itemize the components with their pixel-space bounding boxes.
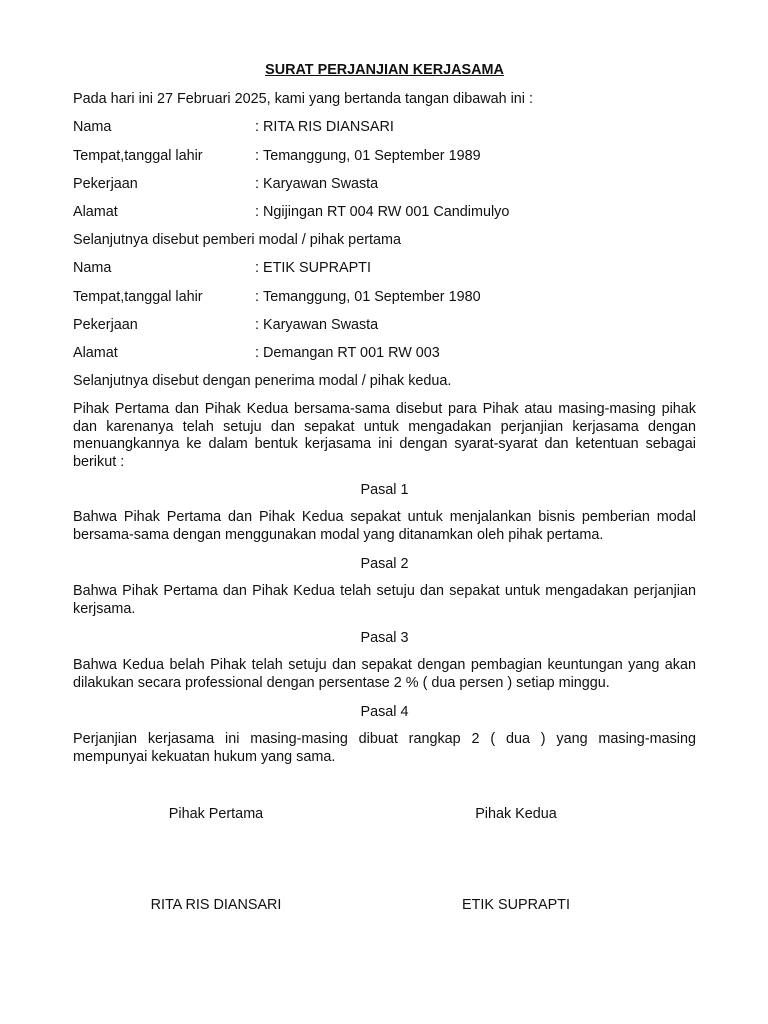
- party2-job-separator: :: [255, 317, 259, 333]
- document-page: [73, 0, 696, 1024]
- article-3-heading: Pasal 3: [360, 630, 409, 646]
- party1-job-label: Pekerjaan: [73, 176, 138, 192]
- article-2-text: Bahwa Pihak Pertama dan Pihak Kedua telah setuju dan sepakat untuk mengadakan perjanjian kerjsama.: [73, 583, 696, 617]
- party1-name-separator: :: [255, 119, 259, 135]
- article-2-heading: Pasal 2: [360, 556, 409, 572]
- party1-job-value: Karyawan Swasta: [263, 176, 379, 192]
- document-title: SURAT PERJANJIAN KERJASAMA: [265, 62, 504, 78]
- party2-designation: Selanjutnya disebut dengan penerima modal / pihak kedua.: [73, 373, 452, 389]
- article-3-text: Bahwa Kedua belah Pihak telah setuju dan sepakat dengan pembagian keuntungan yang akan dilakukan secara professional dengan persentase 2 % ( dua persen ) setiap minggu.: [73, 657, 696, 691]
- party1-birth-separator: :: [255, 148, 259, 164]
- signature-label-second-party: Pihak Kedua: [475, 806, 557, 822]
- party2-name-value: ETIK SUPRAPTI: [263, 260, 371, 276]
- party1-birth-value: Temanggung, 01 September 1989: [263, 148, 481, 164]
- party2-birth-value: Temanggung, 01 September 1980: [263, 289, 481, 305]
- party1-name-label: Nama: [73, 119, 112, 135]
- signature-label-first-party: Pihak Pertama: [168, 806, 264, 822]
- party1-address-separator: :: [255, 204, 259, 220]
- party2-job-value: Karyawan Swasta: [263, 317, 379, 333]
- party1-address-value: Ngijingan RT 004 RW 001 Candimulyo: [263, 204, 510, 220]
- party1-address-label: Alamat: [73, 204, 118, 220]
- party2-name-label: Nama: [73, 260, 112, 276]
- party2-address-label: Alamat: [73, 345, 118, 361]
- party2-birth-label: Tempat,tanggal lahir: [73, 289, 203, 305]
- party1-birth-label: Tempat,tanggal lahir: [73, 148, 203, 164]
- article-1-heading: Pasal 1: [360, 482, 409, 498]
- article-4-heading: Pasal 4: [360, 704, 409, 720]
- article-4-text: Perjanjian kerjasama ini masing-masing dibuat rangkap 2 ( dua ) yang masing-masing mempunyai kekuatan hukum yang sama.: [73, 731, 696, 765]
- article-1-text: Bahwa Pihak Pertama dan Pihak Kedua sepakat untuk menjalankan bisnis pemberian modal bersama-sama dengan menggunakan modal yang ditanamkan oleh pihak pertama.: [73, 509, 696, 543]
- party2-address-value: Demangan RT 001 RW 003: [263, 345, 440, 361]
- party2-job-label: Pekerjaan: [73, 317, 138, 333]
- preamble-paragraph: Pihak Pertama dan Pihak Kedua bersama-sama disebut para Pihak atau masing-masing pihak dan karenanya telah setuju dan sepakat untuk mengadakan perjanjian kerjasama dengan menuangkannya ke dalam bentuk kerjasama ini dengan syarat-syarat dan ketentuan sebagai berikut :: [73, 401, 696, 470]
- party1-name-value: RITA RIS DIANSARI: [263, 119, 394, 135]
- party2-address-separator: :: [255, 345, 259, 361]
- party2-birth-separator: :: [255, 289, 259, 305]
- intro-line: Pada hari ini 27 Februari 2025, kami yang bertanda tangan dibawah ini :: [73, 91, 534, 107]
- signature-name-first-party: RITA RIS DIANSARI: [150, 897, 282, 913]
- party2-name-separator: :: [255, 260, 259, 276]
- party1-designation: Selanjutnya disebut pemberi modal / pihak pertama: [73, 232, 401, 248]
- party1-job-separator: :: [255, 176, 259, 192]
- signature-name-second-party: ETIK SUPRAPTI: [462, 897, 570, 913]
